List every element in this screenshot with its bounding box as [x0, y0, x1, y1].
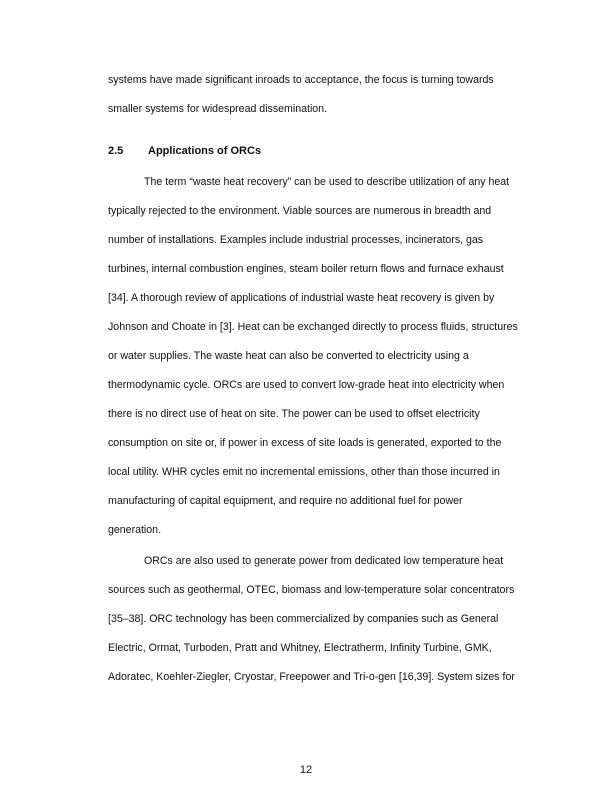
- text-line: [35–38]. ORC technology has been commercialized by companies such as General: [108, 613, 499, 625]
- text-line: number of installations. Examples include industrial processes, incinerators, gas: [108, 234, 484, 246]
- text-line: generation.: [108, 524, 162, 536]
- text-line: manufacturing of capital equipment, and require no additional fuel for power: [108, 495, 463, 507]
- text-line: thermodynamic cycle. ORCs are used to convert low-grade heat into electricity when: [108, 379, 505, 391]
- page-number: 12: [299, 764, 313, 776]
- text-line: turbines, internal combustion engines, steam boiler return flows and furnace exhaust: [108, 263, 504, 275]
- text-line: The term “waste heat recovery” can be used to describe utilization of any heat: [144, 176, 510, 188]
- text-line: Adoratec, Koehler-Ziegler, Cryostar, Freepower and Tri-o-gen [16,39]. System sizes for: [108, 671, 515, 683]
- text-line: systems have made significant inroads to acceptance, the focus is turning towards: [108, 74, 494, 86]
- text-line: typically rejected to the environment. Viable sources are numerous in breadth and: [108, 205, 492, 217]
- text-line: there is no direct use of heat on site. The power can be used to offset electricity: [108, 408, 480, 420]
- section-number: 2.5: [108, 145, 124, 157]
- text-line: [34]. A thorough review of applications of industrial waste heat recovery is given by: [108, 292, 495, 304]
- text-line: ORCs are also used to generate power from dedicated low temperature heat: [144, 555, 504, 567]
- section-title: Applications of ORCs: [148, 145, 262, 157]
- text-line: or water supplies. The waste heat can also be converted to electricity using a: [108, 350, 469, 362]
- text-line: Electric, Ormat, Turboden, Pratt and Whitney, Electratherm, Infinity Turbine, GMK,: [108, 642, 492, 654]
- text-line: local utility. WHR cycles emit no incremental emissions, other than those incurred in: [108, 466, 500, 478]
- text-line: smaller systems for widespread dissemination.: [108, 103, 328, 115]
- text-line: Johnson and Choate in [3]. Heat can be exchanged directly to process fluids, structures: [108, 321, 518, 333]
- text-line: consumption on site or, if power in excess of site loads is generated, exported to the: [108, 437, 502, 449]
- text-line: sources such as geothermal, OTEC, biomass and low-temperature solar concentrators: [108, 584, 515, 596]
